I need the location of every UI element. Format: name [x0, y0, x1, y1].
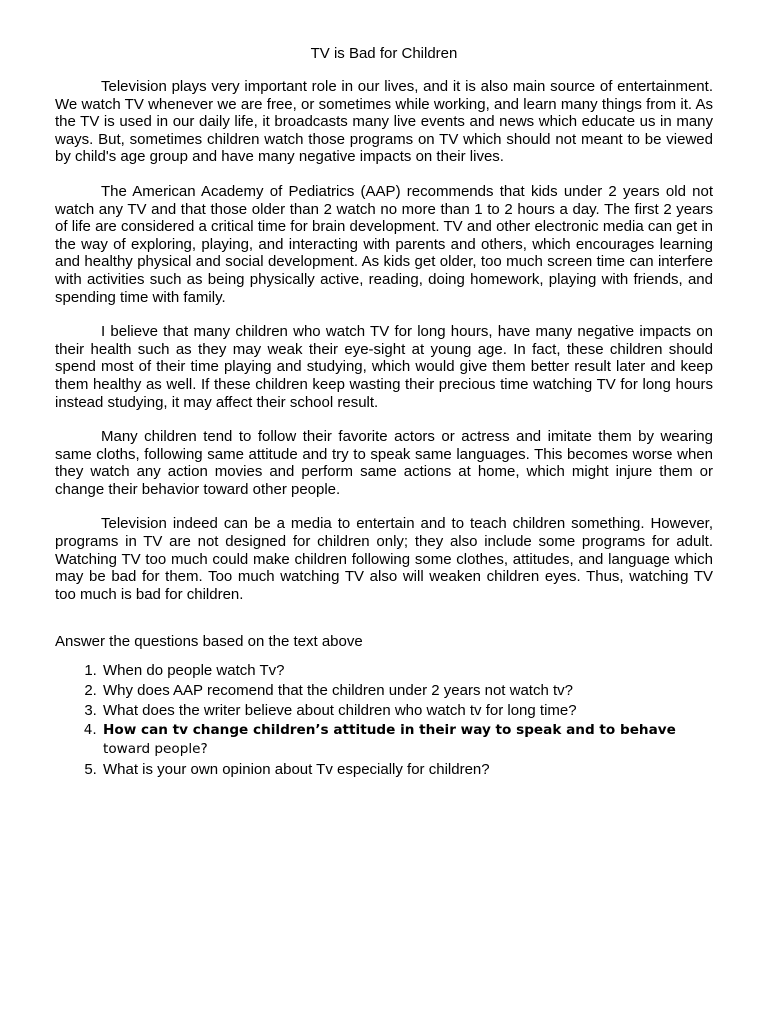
paragraph-3: I believe that many children who watch TV for long hours, have many negative impacts on their health such as they may weak their eye-sight at young age. In fact, these children should spend most of their time playing and studying, which would give them better result later and keep them healthy as well. If these children keep wasting their precious time watching TV for long hours instead studying, it may affect their school result. — [55, 323, 713, 411]
question-4-line-2: toward people? — [103, 741, 208, 758]
paragraph-1: Television plays very important role in our lives, and it is also main source of entertainment. We watch TV whenever we are free, or sometimes while working, and learn many things from it. As the TV is used in our daily life, it broadcasts many live events and news which educate us in many ways. But, sometimes children watch those programs on TV which should not meant to be viewed by child's age group and have many negative impacts on their lives. — [55, 78, 713, 166]
paragraph-2: The American Academy of Pediatrics (AAP) recommends that kids under 2 years old not watch any TV and that those older than 2 watch no more than 1 to 2 hours a day. The first 2 years of life are considered a critical time for brain development. TV and other electronic media can get in the way of exploring, playing, and interacting with parents and others, which encourages learning and healthy physical and social development. As kids get older, too much screen time can interfere with activities such as being physically active, reading, doing homework, playing with friends, and spending time with family. — [55, 182, 713, 306]
paragraph-4: Many children tend to follow their favorite actors or actress and imitate them by wearing same cloths, following same attitude and try to speak same languages. This becomes worse when they watch any action movies and perform same actions at home, which might injure them or change their behavior toward other people. — [55, 428, 713, 498]
question-item-4 — [101, 721, 713, 759]
paragraph-5: Television indeed can be a media to entertain and to teach children something. However, programs in TV are not designed for children only; they also include some programs for adult. Watching TV too much could make children following some clothes, attitudes, and language which may be bad for them. Too much watching TV also will weaken children eyes. Thus, watching TV too much is bad for children. — [55, 515, 713, 603]
questions-instruction: Answer the questions based on the text above — [55, 633, 363, 651]
question-4-line-1: How can tv change children’s attitude in their way to speak and to behave — [103, 722, 676, 739]
question-item-5: 5. What is your own opinion about Tv especially for children? — [101, 761, 713, 779]
question-item-1: 1. When do people watch Tv? — [101, 662, 713, 680]
questions-list — [55, 662, 713, 778]
page-title: TV is Bad for Children — [310, 45, 458, 62]
question-item-2: 2. Why does AAP recomend that the children under 2 years not watch tv? — [101, 682, 713, 700]
question-item-3: 3. What does the writer believe about children who watch tv for long time? — [101, 702, 713, 720]
